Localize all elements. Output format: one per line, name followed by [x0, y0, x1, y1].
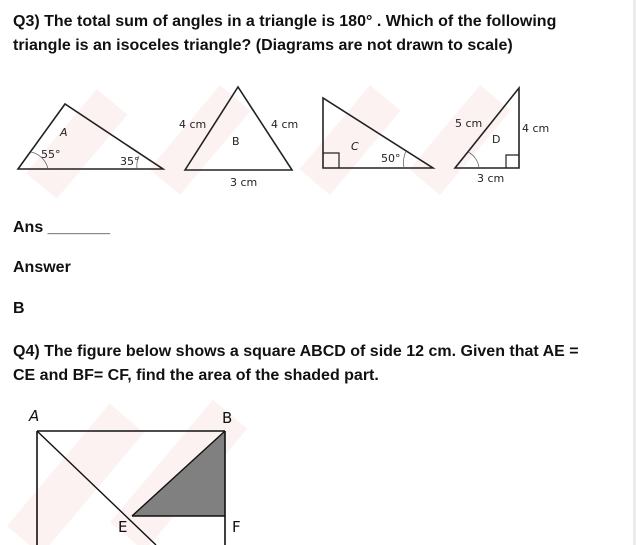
point-f-label: F [232, 518, 241, 536]
vertex-a-label: A [29, 407, 40, 425]
triangle-b-left-side: 4 cm [179, 118, 207, 131]
triangle-c-angle-50: 50° [381, 152, 401, 165]
q4-square-figure [0, 400, 260, 545]
triangle-b-label: B [232, 135, 240, 148]
q3-triangles-figure [0, 80, 600, 200]
answer-label: Answer [13, 259, 71, 276]
q3-question-line2: triangle is an isoceles triangle? (Diagrams are not drawn to scale) [13, 37, 513, 54]
triangle-b-right-side: 4 cm [271, 118, 299, 131]
ans-blank-prompt: Ans _______ [13, 219, 110, 236]
triangle-d-base: 3 cm [477, 172, 505, 185]
triangle-a-angle-55: 55° [41, 148, 61, 161]
triangle-d-label: D [492, 133, 501, 146]
triangle-b-base: 3 cm [230, 176, 258, 189]
answer-value: B [13, 300, 25, 317]
triangle-a-label: A [60, 126, 68, 139]
q4-question-line2: CE and BF= CF, find the area of the shaded part. [13, 367, 379, 384]
triangle-d-hypotenuse: 5 cm [455, 117, 483, 130]
watermark [26, 85, 511, 199]
triangle-a-angle-35: 35° [120, 155, 140, 168]
point-e-label: E [118, 518, 128, 536]
triangle-c-label: C [351, 140, 359, 153]
q3-question-line1: Q3) The total sum of angles in a triangle is 180° . Which of the following [13, 13, 557, 30]
q4-question-line1: Q4) The figure below shows a square ABCD of side 12 cm. Given that AE = [13, 343, 579, 360]
vertex-b-label: B [222, 409, 233, 427]
triangle-d-height: 4 cm [522, 122, 550, 135]
